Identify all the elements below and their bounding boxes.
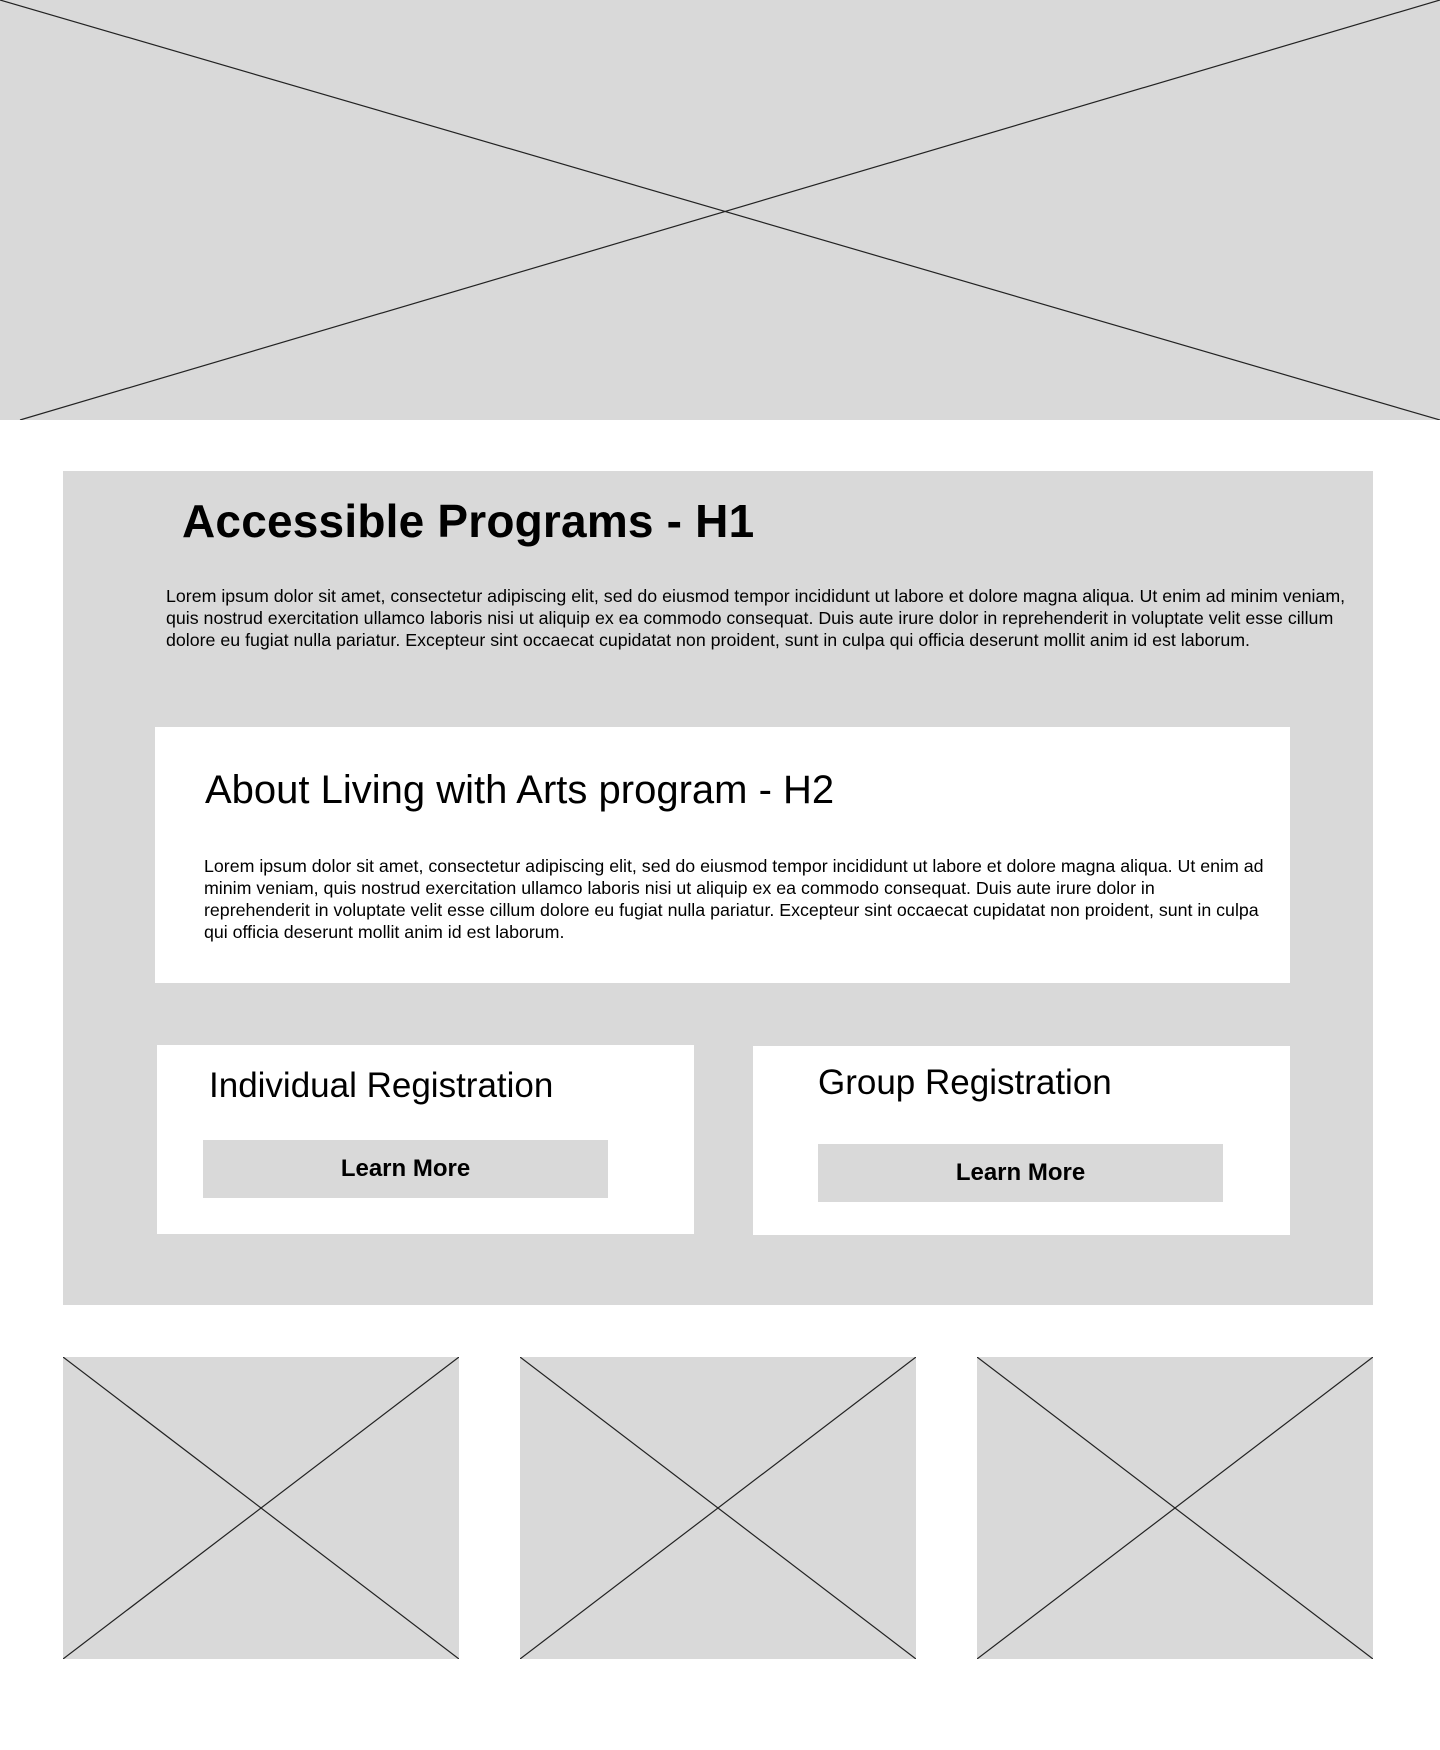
hero-image-placeholder: [0, 0, 1440, 420]
image-placeholder-icon: [0, 0, 1440, 420]
gallery-image-placeholder: [977, 1357, 1373, 1659]
gallery-image-placeholder: [520, 1357, 916, 1659]
about-program-card: [155, 727, 1290, 983]
programs-panel: [63, 471, 1373, 1305]
gallery-image-placeholder: [63, 1357, 459, 1659]
group-learn-more-button[interactable]: Learn More: [818, 1144, 1223, 1202]
individual-registration-card: [157, 1045, 694, 1234]
about-program-paragraph: Lorem ipsum dolor sit amet, consectetur adipiscing elit, sed do eiusmod tempor incididunt ut labore et dolore magna aliqua. Ut enim ad minim veniam, quis nostrud exercitation ullamco laboris nisi ut aliquip ex ea commodo consequat. Duis aute irure dolor in reprehenderit in voluptate velit esse cillum dolore eu fugiat nulla pariatur. Excepteur sint occaecat cupidatat non proident, sunt in culpa qui officia deserunt mollit anim id est laborum.: [204, 856, 1264, 942]
individual-learn-more-button[interactable]: Learn More: [203, 1140, 608, 1198]
image-placeholder-icon: [977, 1357, 1373, 1659]
individual-registration-title: Individual Registration: [209, 1066, 554, 1105]
page-title: Accessible Programs - H1: [182, 495, 755, 547]
group-registration-title: Group Registration: [818, 1063, 1112, 1102]
about-program-heading: About Living with Arts program - H2: [205, 768, 835, 812]
intro-paragraph: Lorem ipsum dolor sit amet, consectetur adipiscing elit, sed do eiusmod tempor incididunt ut labore et dolore magna aliqua. Ut enim ad minim veniam, quis nostrud exercitation ullamco laboris nisi ut aliquip ex ea commodo consequat. Duis aute irure dolor in reprehenderit in voluptate velit esse cillum dolore eu fugiat nulla pariatur. Excepteur sint occaecat cupidatat non proident, sunt in culpa qui officia deserunt mollit anim id est laborum.: [166, 586, 1346, 650]
image-placeholder-icon: [520, 1357, 916, 1659]
group-registration-card: [753, 1046, 1290, 1235]
image-placeholder-icon: [63, 1357, 459, 1659]
